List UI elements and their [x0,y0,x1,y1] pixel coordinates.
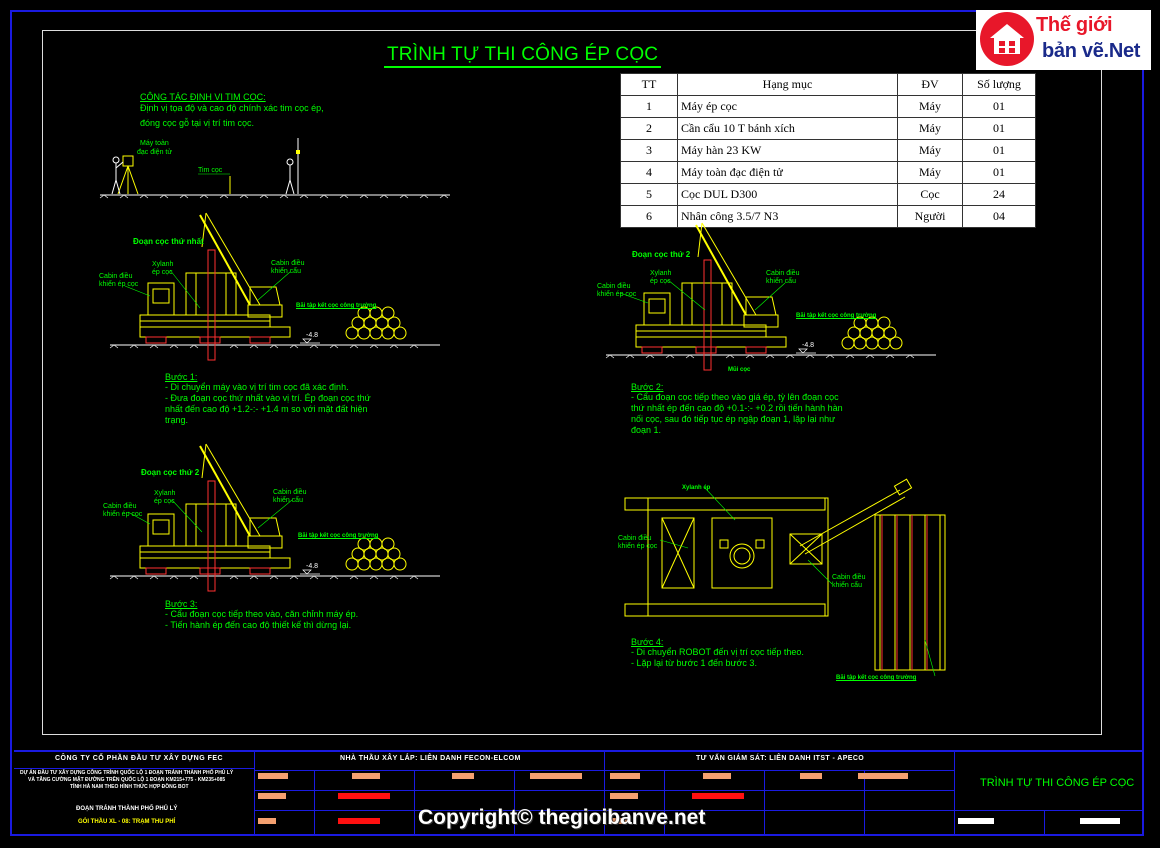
tb-sign-bar [610,793,638,799]
label-cylinder1-s2: Xylanh [650,270,672,277]
label-level-s1: -4.8 [306,332,319,339]
table-header-cell: TT [621,74,678,96]
step-1-title: Bước 1: [165,372,198,382]
table-cell: Cọc DUL D300 [678,184,898,206]
table-cell: 01 [963,162,1036,184]
label-cab-press2-s3: khiển ép cọc [103,511,143,518]
step-4-line2: - Lặp lại từ bước 1 đến bước 3. [631,658,757,668]
table-cell: Máy [898,96,963,118]
tb-drawing-title: TRÌNH TỰ THI CÔNG ÉP CỌC [980,777,1135,789]
drawing-title: TRÌNH TỰ THI CÔNG ÉP CỌC [384,44,661,68]
table-cell: 1 [621,96,678,118]
label-pile-stack-s3: Bãi tập kết cọc công trường [298,533,379,539]
label-cab-crane2-s2: khiển cẩu [766,278,796,285]
table-cell: 4 [621,162,678,184]
tb-sign-bar [610,773,640,779]
step-1-line1: - Di chuyển máy vào vị trí tim cọc đã xác định. [165,382,349,392]
tb-sign-bar [692,793,744,799]
label-cylinder1-s3: Xylanh [154,490,176,497]
table-cell: Máy [898,140,963,162]
step-2-title: Bước 2: [631,382,664,392]
table-cell: 5 [621,184,678,206]
table-cell: Máy [898,118,963,140]
label-pile-segment-s1: Đoạn cọc thứ nhất [133,237,204,246]
table-cell: 3 [621,140,678,162]
table-cell: 01 [963,118,1036,140]
label-cab-crane2-s4: khiển cẩu [832,582,862,589]
tb-sign-bar [1080,818,1120,824]
table-cell: 2 [621,118,678,140]
tb-sign-bar [800,773,822,779]
step-3-line1: - Cẩu đoạn cọc tiếp theo vào, căn chỉnh máy ép. [165,609,359,619]
survey-sketch [100,138,450,198]
step-1-line2: - Đưa đoạn cọc thứ nhất vào vị trí. Ép đoạn cọc thứ [165,393,371,403]
label-cab-press1-s3: Cabin điều [103,503,137,510]
label-cab-crane1-s1: Cabin điều [271,260,305,267]
tb-package: GÓI THẦU XL - 08: TRẠM THU PHÍ [78,819,176,825]
table-cell: Máy [898,162,963,184]
label-cylinder-s4: Xylanh ép [682,485,711,491]
tb-sign-bar [258,773,288,779]
step1-machine [110,213,440,360]
copyright-watermark: Copyright© thegioibanve.net [418,806,706,829]
step-3-title: Bước 3: [165,599,198,609]
table-cell: 01 [963,140,1036,162]
label-cylinder1-s1: Xylanh [152,261,174,268]
table-cell: 04 [963,206,1036,228]
step-2-block [631,382,861,436]
step2-machine [606,223,936,370]
tb-sign-bar [530,773,582,779]
tb-sign-bar [338,818,380,824]
label-cab-crane2-s3: khiển cẩu [273,497,303,504]
tb-sign-bar [703,773,731,779]
label-level-s2: -4.8 [802,342,815,349]
survey-line1: Định vị tọa độ và cao độ chính xác tim cọc ép, [140,103,324,113]
survey-line2: đóng cọc gỗ tại vị trí tim cọc. [140,118,255,128]
tb-project3: TỈNH HÀ NAM THEO HÌNH THỨC HỢP ĐỒNG BOT [70,784,189,790]
step-3-line2: - Tiến hành ép đến cao độ thiết kế thì dừng lại. [165,620,352,630]
step3-machine [110,444,440,591]
table-cell: Máy toàn đạc điện tử [678,162,898,184]
table-header-cell: Hạng mục [678,74,898,96]
label-cab-crane1-s4: Cabin điều [832,574,866,581]
tb-company: CÔNG TY CỔ PHẦN ĐẦU TƯ XÂY DỰNG FEC [55,755,224,762]
label-cab-crane2-s1: khiển cẩu [271,268,301,275]
label-cab-press1-s2: Cabin điều [597,283,631,290]
step-2-line3: nối cọc, sau đó tiếp tục ép ngập đoạn 1, lặp lại như [631,414,836,424]
instrument-label2: đạc điện tử [137,149,173,156]
tb-sign-bar [858,773,908,779]
step-4-title: Bước 4: [631,637,664,647]
label-pile-segment-s2: Đoạn cọc thứ 2 [632,250,691,259]
tb-sign-bar [258,818,276,824]
step-2-line1: - Cẩu đoạn cọc tiếp theo vào giá ép, tỳ lên đoạn cọc [631,392,839,402]
label-level-s3: -4.8 [306,563,319,570]
label-cylinder2-s2: ép cọc [650,278,671,285]
logo-text-line1: Thế giới [1036,14,1113,36]
tb-sign-bar [452,773,474,779]
label-cylinder2-s3: ép cọc [154,498,175,505]
table-cell: Nhân công 3.5/7 N3 [678,206,898,228]
instrument-label1: Máy toàn [140,140,169,147]
label-cylinder2-s1: ép cọc [152,269,173,276]
label-cab-press2-s1: khiển ép cọc [99,281,139,288]
step-1-line3: nhất đến cao độ +1.2-:- +1.4 m so với mặt đất hiện [165,404,368,414]
label-cab-press2-s4: khiển ép cọc [618,543,658,550]
label-cab-press1-s4: Cabin điều [618,535,652,542]
label-cab-press2-s2: khiển ép cọc [597,291,637,298]
label-cab-crane1-s3: Cabin điều [273,489,307,496]
table-cell: Người [898,206,963,228]
tb-sign-bar [958,818,994,824]
tb-project1: DỰ ÁN ĐẦU TƯ XÂY DỰNG CÔNG TRÌNH QUỐC LỘ 1 ĐOẠN TRÁNH THÀNH PHỐ PHỦ LÝ [20,770,234,776]
tb-sign-bar [338,793,390,799]
tb-contractor: NHÀ THẦU XÂY LẮP: LIÊN DANH FECON-ELCOM [340,755,521,762]
tb-consultant: TƯ VẤN GIÁM SÁT: LIÊN DANH ITST - APECO [696,755,865,762]
step-3-block [165,599,385,631]
label-pile-segment-s3: Đoạn cọc thứ 2 [141,468,200,477]
step-2-line2: thứ nhất ép đến cao độ +0.1-:- +0.2 rồi tiến hành hàn [631,403,843,413]
label-pile-stack-s4: Bãi tập kết cọc công trường [836,675,917,681]
label-cab-press1-s1: Cabin điều [99,273,133,280]
table-cell: 24 [963,184,1036,206]
label-pile-stack-s1: Bãi tập kết cọc công trường [296,303,377,309]
table-cell: 6 [621,206,678,228]
table-cell: 01 [963,96,1036,118]
label-pile-tip-s2: Mũi cọc [728,367,751,373]
table-header-cell: ĐV [898,74,963,96]
step-1-line4: trạng. [165,415,189,425]
step-4-block [631,637,851,669]
table-cell: Cọc [898,184,963,206]
pile-center-label: Tim cọc [198,167,223,174]
table-cell: Máy ép cọc [678,96,898,118]
logo-text-line2: bản vẽ.Net [1042,40,1141,62]
tb-sign-bar [258,793,286,799]
tb-section: ĐOẠN TRÁNH THÀNH PHỐ PHỦ LÝ [76,806,178,812]
tb-sign-bar [352,773,380,779]
table-header-cell: Số lượng [963,74,1036,96]
step-2-line4: đoạn 1. [631,425,662,435]
label-pile-stack-s2: Bãi tập kết cọc công trường [796,313,877,319]
step-4-line1: - Di chuyển ROBOT đến vị trí cọc tiếp theo. [631,647,804,657]
table-cell: Máy hàn 23 KW [678,140,898,162]
label-cab-crane1-s2: Cabin điều [766,270,800,277]
table-cell: Cần cẩu 10 T bánh xích [678,118,898,140]
tb-project2: VÀ TĂNG CƯỜNG MẶT ĐƯỜNG TRÊN QUỐC LỘ 1 ĐOẠN KM215+775 - KM235+085 [28,777,226,783]
step-1-block [165,372,385,426]
survey-heading: CÔNG TÁC ĐỊNH VỊ TIM CỌC: [140,92,266,102]
